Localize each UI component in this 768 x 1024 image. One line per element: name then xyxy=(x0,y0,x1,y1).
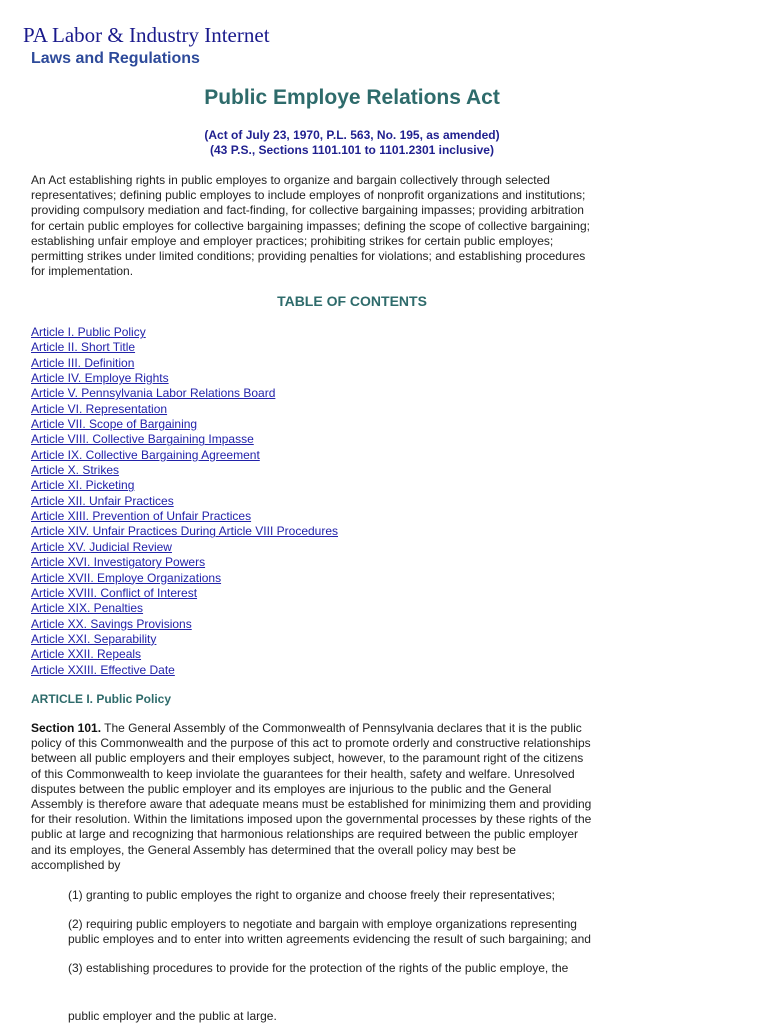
toc-link-article-8[interactable]: Article VIII. Collective Bargaining Impasse xyxy=(31,432,254,447)
toc-link-article-21[interactable]: Article XXI. Separability xyxy=(31,631,157,646)
toc-item xyxy=(31,494,338,509)
citation-line: (43 P.S., Sections 1101.101 to 1101.2301 inclusive) xyxy=(210,143,494,157)
toc-link-article-22[interactable]: Article XXII. Repeals xyxy=(31,647,142,662)
toc-link-article-5[interactable]: Article V. Pennsylvania Labor Relations Board xyxy=(31,386,276,401)
citation-line: (Act of July 23, 1970, P.L. 563, No. 195, as amended) xyxy=(204,128,500,142)
toc-link-article-10[interactable]: Article X. Strikes xyxy=(31,463,120,478)
toc-item xyxy=(31,432,338,447)
toc-link-article-17[interactable]: Article XVII. Employe Organizations xyxy=(31,570,222,585)
toc-link-article-20[interactable]: Article XX. Savings Provisions xyxy=(31,616,192,631)
intro-line: representatives; defining public employes to include employes of nonprofit organizations and institutions; xyxy=(31,188,586,203)
toc-link-article-14[interactable]: Article XIV. Unfair Practices During Article VIII Procedures xyxy=(31,524,339,539)
toc-link-article-7[interactable]: Article VII. Scope of Bargaining xyxy=(31,417,198,432)
toc-link-article-19[interactable]: Article XIX. Penalties xyxy=(31,601,144,616)
toc-item xyxy=(31,325,338,340)
toc-link-article-23[interactable]: Article XXIII. Effective Date xyxy=(31,662,175,677)
toc-item xyxy=(31,356,338,371)
toc-item xyxy=(31,524,338,539)
toc-item xyxy=(31,402,338,417)
toc-item xyxy=(31,340,338,355)
section-line: Assembly is therefore aware that adequate means must be established for minimizing them and providing xyxy=(31,797,592,812)
toc-item xyxy=(31,555,338,570)
clause-line: (1) granting to public employes the right to organize and choose freely their representatives; xyxy=(68,888,555,902)
intro-line: An Act establishing rights in public employes to organize and bargain collectively through selected xyxy=(31,173,550,187)
toc-link-article-6[interactable]: Article VI. Representation xyxy=(31,401,168,416)
toc-item xyxy=(31,571,338,586)
act-intro xyxy=(31,173,681,279)
toc-item xyxy=(31,601,338,616)
toc-item xyxy=(31,540,338,555)
section-text: The General Assembly of the Commonwealth of Pennsylvania declares that it is the public xyxy=(101,721,582,735)
section-line: disputes between the public employer and its employes are injurious to the public and the General xyxy=(31,781,552,796)
act-citation xyxy=(0,128,704,158)
section-line: public at large and recognizing that harmonious relationships are required between the public employer xyxy=(31,827,578,842)
intro-line: providing compulsory mediation and fact-finding, for collective bargaining impasses; providing arbitration xyxy=(31,203,584,218)
table-of-contents xyxy=(31,325,338,678)
toc-item xyxy=(31,586,338,601)
clause-line: public employes and to enter into written agreements evidencing the result of such bargaining; and xyxy=(68,932,591,947)
toc-item xyxy=(31,663,338,678)
toc-link-article-18[interactable]: Article XVIII. Conflict of Interest xyxy=(31,585,198,600)
section-line: and its employes, the General Assembly has determined that the overall policy may best be xyxy=(31,842,516,857)
clause-3-continued xyxy=(68,1009,688,1024)
intro-line: for implementation. xyxy=(31,264,134,279)
section-line: of this Commonwealth to keep inviolate the guarantees for their health, safety and welfare. Unresolved xyxy=(31,766,575,781)
toc-link-article-12[interactable]: Article XII. Unfair Practices xyxy=(31,493,174,508)
site-title: PA Labor & Industry Internet xyxy=(23,23,270,47)
section-label: Section 101. xyxy=(31,721,102,735)
toc-link-article-2[interactable]: Article II. Short Title xyxy=(31,340,136,355)
toc-item xyxy=(31,463,338,478)
toc-item xyxy=(31,617,338,632)
toc-item xyxy=(31,647,338,662)
clause-1 xyxy=(68,888,688,903)
toc-item xyxy=(31,509,338,524)
intro-line: for certain public employes for collective bargaining impasses; defining the scope of collective bargaining; xyxy=(31,218,590,233)
clause-line: (2) requiring public employers to negotiate and bargain with employe organizations representing xyxy=(68,917,577,931)
site-subtitle: Laws and Regulations xyxy=(31,50,200,67)
toc-link-article-16[interactable]: Article XVI. Investigatory Powers xyxy=(31,555,206,570)
toc-link-article-15[interactable]: Article XV. Judicial Review xyxy=(31,539,172,554)
section-line xyxy=(31,721,681,736)
section-101 xyxy=(31,721,681,873)
toc-item xyxy=(31,386,338,401)
toc-item xyxy=(31,632,338,647)
toc-item xyxy=(31,478,338,493)
toc-link-article-4[interactable]: Article IV. Employe Rights xyxy=(31,371,169,386)
section-line: for their resolution. Within the limitations imposed upon the governmental processes by these rights of the xyxy=(31,812,592,827)
toc-link-article-1[interactable]: Article I. Public Policy xyxy=(31,325,146,339)
toc-link-article-9[interactable]: Article IX. Collective Bargaining Agreement xyxy=(31,447,260,462)
toc-link-article-3[interactable]: Article III. Definition xyxy=(31,355,135,370)
clause-line: (3) establishing procedures to provide for the protection of the rights of the public employe, the xyxy=(68,961,569,975)
toc-link-article-11[interactable]: Article XI. Picketing xyxy=(31,478,135,493)
section-line: between all public employers and their employes subject, however, to the paramount right of the citizens xyxy=(31,751,584,766)
clause-2 xyxy=(68,917,688,947)
toc-item xyxy=(31,371,338,386)
clause-line: public employer and the public at large. xyxy=(68,1009,277,1023)
article-heading: ARTICLE I. Public Policy xyxy=(31,692,172,706)
toc-link-article-13[interactable]: Article XIII. Prevention of Unfair Practices xyxy=(31,509,252,524)
section-line: accomplished by xyxy=(31,857,121,872)
toc-item xyxy=(31,417,338,432)
intro-line: permitting strikes under limited conditions; providing penalties for violations; and establishing procedures xyxy=(31,249,586,264)
toc-heading: TABLE OF CONTENTS xyxy=(277,293,427,309)
clause-3 xyxy=(68,961,688,976)
section-line: policy of this Commonwealth and the purpose of this act to promote orderly and constructive relationships xyxy=(31,736,591,751)
intro-line: establishing unfair employe and employer practices; prohibiting strikes for certain public employes; xyxy=(31,233,554,248)
page-title: Public Employe Relations Act xyxy=(204,86,500,109)
toc-item xyxy=(31,448,338,463)
